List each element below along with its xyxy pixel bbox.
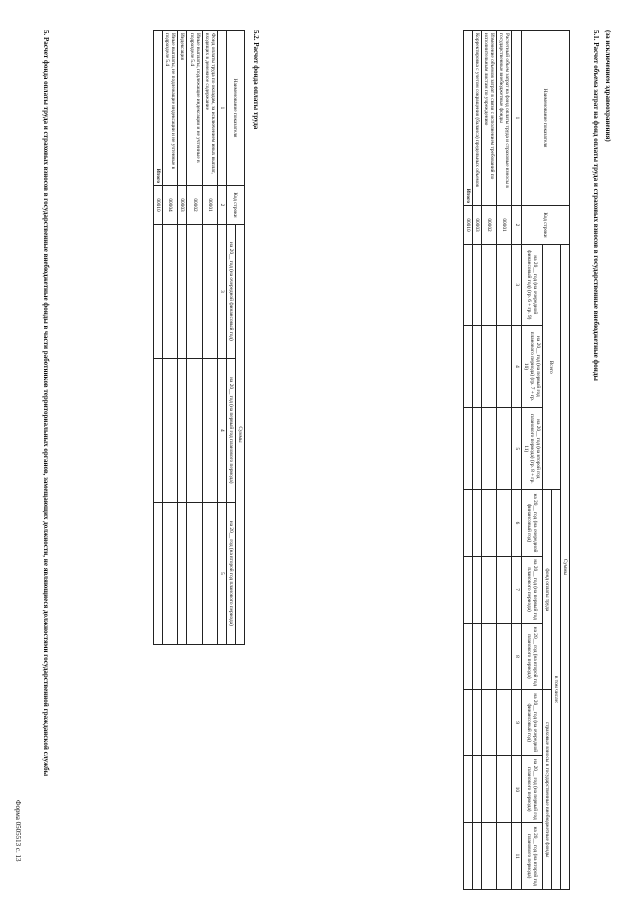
col-name-header: Наименование показателя <box>521 31 569 206</box>
h6: на 20__ год (на очередной финансовый год) <box>521 490 542 556</box>
row-code: 00003 <box>473 206 482 245</box>
row-code: 00002 <box>482 206 497 245</box>
table-row <box>473 31 482 890</box>
ins-header: страховые взносы в государственные внебюджетные фонды <box>542 690 551 890</box>
row-name: Корректировка с учетом сокращения (баланса) предельных объемов <box>473 31 482 206</box>
column-numbers-row <box>512 31 521 890</box>
row-name: Иные выплаты, подлежащие индексации и не учтенные в подразделе 5.4 <box>187 31 202 186</box>
table-row <box>482 31 497 890</box>
row-name: Изменение объемов затрат в связи с исполнением требований по исполнительным листам по учреждению <box>482 31 497 206</box>
col-code-header: Код строки <box>521 206 569 245</box>
row-code: 00003 <box>178 186 187 225</box>
num-cell: 5 <box>512 408 521 490</box>
table-row <box>187 31 202 645</box>
row-code: 00001 <box>202 186 217 225</box>
h10: на 20__ год (на первый год планового периода) <box>521 756 542 823</box>
t2-h3: на 20__ год (на очередной финансовый год) <box>226 225 235 359</box>
total-row <box>463 31 472 890</box>
h7: на 20__ год (на первый год планового периода) <box>521 556 542 623</box>
num-cell: 11 <box>512 823 521 890</box>
table-row <box>163 31 178 645</box>
sums-header-2: Суммы <box>235 225 244 645</box>
row-code: 00002 <box>187 186 202 225</box>
num-cell: 8 <box>512 623 521 689</box>
section-title: 5. Расчет фонда оплаты труда и страховых взносов в государственные внебюджетные фонды в части работников территориальных органов, замещающих должности, не являющиеся должностями государственной гражданской службы <box>42 30 50 777</box>
total-header: Всего <box>542 245 560 490</box>
section-5-2-title: 5.2. Расчет фонда оплаты труда <box>252 30 260 130</box>
note: (за исключением здравоохранения) <box>604 30 612 142</box>
h5: на 20__ год (на второй год планового периода) (гр. 8 + гр. 11) <box>521 408 542 490</box>
table-row <box>202 31 217 645</box>
num-cell: 7 <box>512 556 521 623</box>
table-5-1 <box>463 30 570 890</box>
row-code: 00004 <box>163 186 178 225</box>
row-name: Индексация <box>178 31 187 186</box>
total-row <box>154 31 163 645</box>
h11: на 20__ год (на второй год планового периода) <box>521 823 542 890</box>
t2-h4: на 20__ год (на первый год планового периода) <box>226 358 235 502</box>
total-code: 00010 <box>463 206 472 245</box>
num-cell: 9 <box>512 690 521 756</box>
table-row <box>178 31 187 645</box>
num-cell: 2 <box>512 206 521 245</box>
row-name: Расчетный объем затрат на фонд оплаты труда и страховые взносы в государственные внебюджетные фонды <box>497 31 512 206</box>
num-cell: 10 <box>512 756 521 823</box>
num-cell: 4 <box>512 325 521 408</box>
h4: на 20__ год (на первый год планового периода) (гр. 7 + гр. 10) <box>521 325 542 408</box>
total-label: Итого <box>154 31 163 186</box>
table-5-2 <box>153 30 245 645</box>
row-code: 00001 <box>497 206 512 245</box>
column-numbers-row <box>217 31 226 645</box>
sums-header: Суммы <box>560 245 569 890</box>
num-cell: 3 <box>512 245 521 326</box>
incl-header: в том числе: <box>551 490 560 890</box>
num-cell: 6 <box>512 490 521 556</box>
section-5-1-title: 5.1. Расчет объема затрат на фонд оплаты труда и страховых взносов в государственные внебюджетные фонды <box>592 30 600 381</box>
row-name: Иные выплаты, не подлежащие индексации и не учтенные в подразделе 5.4 <box>163 31 178 186</box>
total-label: Итого <box>463 31 472 206</box>
total-code: 00010 <box>154 186 163 225</box>
col-name-header-2: Наименование показателя <box>226 31 244 186</box>
fot-header: фонд оплаты труда <box>542 490 551 690</box>
col-code-header-2: Код строки <box>226 186 244 225</box>
h3: на 20__ год (на очередной финансовый год) (гр. 6 + гр. 9) <box>521 245 542 326</box>
num-cell: 3 <box>217 225 226 359</box>
num-cell: 1 <box>512 31 521 206</box>
h8: на 20__ год (на второй год планового периода) <box>521 623 542 689</box>
t2-h5: на 20__ год (на второй год планового периода) <box>226 502 235 644</box>
num-cell: 2 <box>217 186 226 225</box>
form-number: Форма 0505513 с. 13 <box>14 800 22 862</box>
h9: на 20__ год (на очередной финансовый год) <box>521 690 542 756</box>
row-name: Фонд оплаты труда по окладам, за исключением иных выплат, входящих в денежное содержание <box>202 31 217 186</box>
num-cell: 1 <box>217 31 226 186</box>
num-cell: 5 <box>217 502 226 644</box>
num-cell: 4 <box>217 358 226 502</box>
table-row <box>497 31 512 890</box>
